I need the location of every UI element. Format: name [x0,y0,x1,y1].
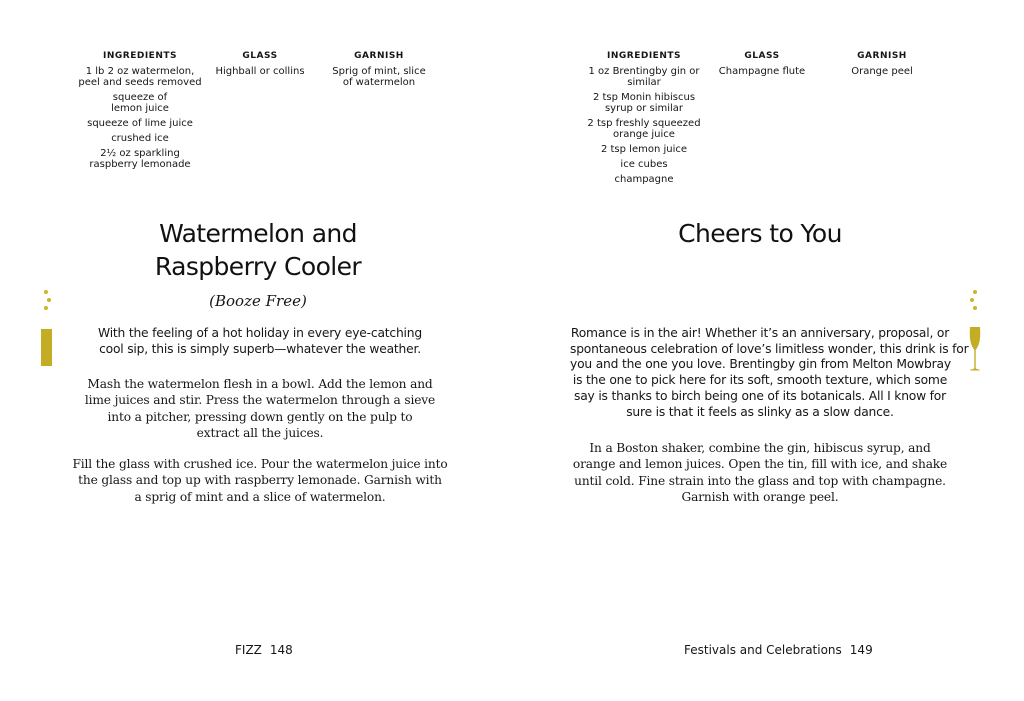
decorative-dot [973,306,977,310]
champagne-flute-icon [967,326,983,372]
recipe-subtitle: (Booze Free) [209,292,307,310]
ingredient-line: squeeze of lime juice [87,118,193,129]
title-line: Raspberry Cooler [154,252,362,281]
right-page [512,0,1024,701]
ingredient-line: 2 tsp freshly squeezed [587,118,701,129]
method-line: Garnish with orange peel. [681,489,839,504]
decorative-dot [970,298,974,302]
decorative-dot [973,290,977,294]
page-number: 149 [849,643,873,657]
decorative-dot [44,290,48,294]
ingredient-item [574,174,714,185]
ingredient-line: 1 oz Brentingby gin or [588,66,700,77]
ingredient-line: 1 lb 2 oz watermelon, [85,66,195,77]
page-footer [235,643,293,657]
page-footer [684,643,873,657]
ingredient-line: peel and seeds removed [78,77,202,88]
intro-line: sure is that it feels as slinky as a slow dance. [626,404,894,419]
garnish-line: Orange peel [851,66,913,77]
ingredients-column [574,51,714,189]
method-line: Fill the glass with crushed ice. Pour the watermelon juice into [72,457,448,472]
ingredient-item [70,148,210,170]
ingredient-line: crushed ice [111,133,169,144]
glass-heading: GLASS [242,51,278,61]
recipe-title [590,217,930,250]
method-line: extract all the juices. [196,425,324,440]
garnish-column [818,51,946,77]
title-line: Cheers to You [678,219,842,248]
garnish-line: Sprig of mint, slice [332,66,426,77]
method-line: Mash the watermelon flesh in a bowl. Add the lemon and [87,377,433,391]
recipe-title [108,217,408,283]
footer-section: FIZZ [235,643,262,657]
ingredient-line: syrup or similar [604,103,684,114]
intro-line: is the one to pick here for its soft, smooth texture, which some [572,373,948,388]
method-line: into a pitcher, pressing down gently on the pulp to [107,409,413,424]
ingredients-column [70,51,210,174]
intro-line: spontaneous celebration of love’s limitless wonder, this drink is for [570,341,969,356]
glass-column [200,51,320,77]
ingredient-item [70,118,210,129]
method-line: the glass and top up with raspberry lemonade. Garnish with [78,473,442,488]
intro-line: you and the one you love. Brentingby gin from Melton Mowbray [570,357,951,372]
recipe-method [70,376,450,520]
ingredient-item [574,144,714,155]
ingredient-line: similar [627,77,661,88]
method-line: In a Boston shaker, combine the gin, hibiscus syrup, and [589,441,931,455]
ingredient-line: ice cubes [620,159,668,170]
ingredient-line: 2 tsp Monin hibiscus [592,92,696,103]
ingredients-heading: INGREDIENTS [607,51,681,61]
ingredient-line: orange juice [613,129,675,140]
intro-line: Romance is in the air! Whether it’s an anniversary, proposal, or [570,326,950,340]
method-paragraph [70,456,450,505]
ingredient-item [574,159,714,170]
ingredient-line: 2½ oz sparkling [100,148,180,159]
ingredient-item [70,133,210,144]
glass-column [702,51,822,77]
recipe-intro [70,326,450,357]
glass-value: Champagne flute [718,66,806,77]
intro-line: cool sip, this is simply superb—whatever the weather. [99,341,421,356]
decorative-dot [47,298,51,302]
method-paragraph [570,440,950,505]
glass-value: Highball or collins [215,66,305,77]
method-line: a sprig of mint and a slice of watermelon. [134,489,386,504]
ingredient-item [574,118,714,140]
title-line: Watermelon and [159,219,357,248]
ingredient-line: lemon juice [111,103,169,114]
method-line: orange and lemon juices. Open the tin, fill with ice, and shake [572,457,948,472]
footer-section: Festivals and Celebrations [684,643,842,657]
decorative-dot [44,306,48,310]
intro-line: With the feeling of a hot holiday in every eye-catching [98,326,422,340]
ingredient-item [574,66,714,88]
page-number: 148 [269,643,293,657]
ingredient-line: 2 tsp lemon juice [600,144,688,155]
garnish-line: of watermelon [342,77,416,88]
ingredient-line: raspberry lemonade [89,159,191,170]
ingredient-line: champagne [614,174,674,185]
garnish-heading: GARNISH [857,51,907,61]
method-line: until cold. Fine strain into the glass and top with champagne. [574,473,946,488]
ingredients-heading: INGREDIENTS [103,51,177,61]
intro-line: say is thanks to birch being one of its botanicals. All I know for [573,388,946,403]
glass-heading: GLASS [744,51,780,61]
garnish-column [314,51,444,88]
recipe-intro [570,326,969,420]
ingredient-item [574,92,714,114]
accent-bar [41,329,52,366]
recipe-method [570,440,950,520]
ingredient-line: squeeze of [112,92,168,103]
method-line: lime juices and stir. Press the watermelon through a sieve [84,393,436,408]
method-paragraph [70,376,450,441]
garnish-heading: GARNISH [354,51,404,61]
ingredient-item [70,92,210,114]
ingredient-item [70,66,210,88]
